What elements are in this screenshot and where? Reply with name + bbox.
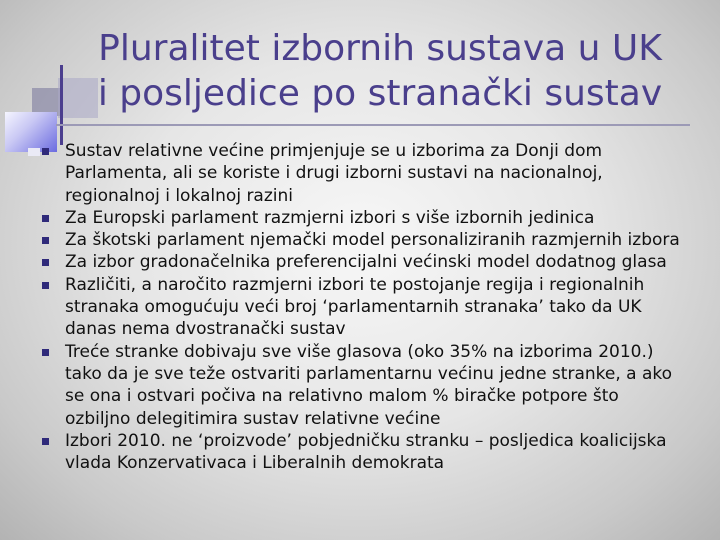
title-underline	[56, 124, 690, 126]
bullet-text-line: Sustav relativne većine primjenjuje se u izborima za Donji dom	[65, 141, 603, 161]
decor-small-block	[28, 148, 40, 156]
bullet-item	[42, 140, 710, 207]
bullet-text-line: regionalnoj i lokalnoj razini	[65, 185, 293, 206]
bullet-text-line: Za škotski parlament njemački model personaliziranih razmjernih izbora	[65, 230, 680, 251]
bullet-item	[42, 251, 710, 273]
bullet-item	[42, 430, 710, 475]
square-bullet-icon	[42, 237, 49, 244]
bullet-text-line: Za izbor gradonačelnika preferencijalni većinski model dodatnog glasa	[65, 252, 667, 273]
bullet-text-line: vlada Konzervativaca i Liberalnih demokrata	[65, 453, 445, 474]
bullet-text-line: danas nema dvostranački sustav	[65, 319, 346, 340]
square-bullet-icon	[42, 259, 49, 266]
bullet-text-line: Za Europski parlament razmjerni izbori s više izbornih jedinica	[65, 207, 595, 228]
slide-title-line-2: i posljedice po stranački sustav	[97, 73, 663, 114]
bullet-list	[42, 140, 710, 474]
square-bullet-icon	[42, 148, 49, 155]
bullet-item	[42, 229, 710, 251]
square-bullet-icon	[42, 349, 49, 356]
bullet-text-line: se ona i ostvari počiva na relativno malom % biračke potpore što	[65, 386, 619, 407]
square-bullet-icon	[42, 438, 49, 445]
bullet-item	[42, 207, 710, 229]
bullet-item	[42, 341, 710, 430]
bullet-text-line: Izbori 2010. ne ‘proizvode’ pobjedničku stranku – posljedica koalicijska	[65, 430, 667, 451]
slide-title-line-1: Pluralitet izbornih sustava u UK	[98, 28, 662, 69]
slide-title	[55, 26, 705, 116]
bullet-text-line: tako da je sve teže ostvariti parlamentarnu većinu jedne stranke, a ako	[65, 363, 673, 384]
bullet-item	[42, 274, 710, 341]
bullet-text-line: Parlamenta, ali se koriste i drugi izborni sustavi na nacionalnoj,	[65, 163, 603, 184]
bullet-text-line: Različiti, a naročito razmjerni izbori te postojanje regija i regionalnih	[65, 274, 645, 295]
bullet-text-line: ozbiljno delegitimira sustav relativne većine	[65, 408, 441, 429]
square-bullet-icon	[42, 215, 49, 222]
square-bullet-icon	[42, 282, 49, 289]
bullet-text-line: stranaka omogućuju veći broj ‘parlamentarnih stranaka’ tako da UK	[65, 297, 642, 318]
bullet-text-line: Treće stranke dobivaju sve više glasova (oko 35% na izborima 2010.)	[65, 341, 654, 362]
